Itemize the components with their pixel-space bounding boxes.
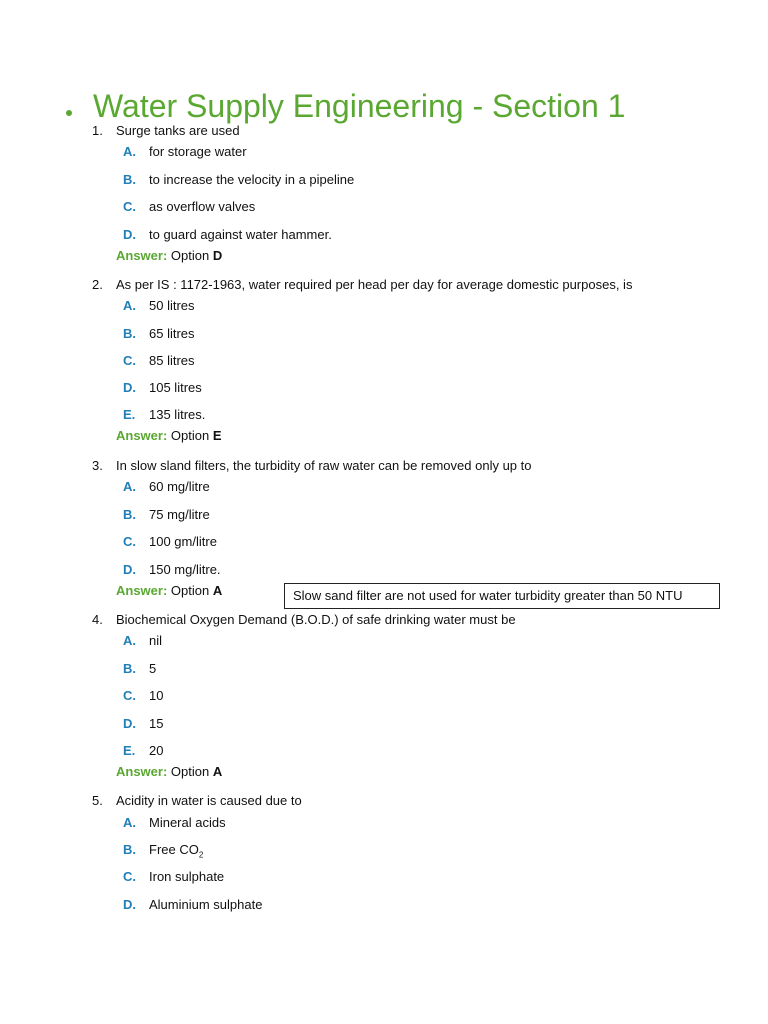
option-text: to guard against water hammer. bbox=[149, 227, 332, 242]
q1-option-a bbox=[123, 144, 247, 160]
option-letter: A. bbox=[123, 815, 136, 830]
option-text: nil bbox=[149, 633, 163, 648]
question-5 bbox=[92, 793, 302, 809]
option-letter: D. bbox=[123, 897, 136, 912]
option-letter: E. bbox=[123, 407, 136, 422]
question-text: As per IS : 1172-1963, water required per head per day for average domestic purposes, is bbox=[116, 277, 633, 292]
q1-option-b bbox=[123, 172, 354, 188]
option-text: for storage water bbox=[149, 144, 247, 159]
option-text: to increase the velocity in a pipeline bbox=[149, 172, 355, 187]
option-text: 15 bbox=[149, 716, 164, 731]
option-text: 105 litres bbox=[149, 380, 202, 395]
option-word: Option bbox=[170, 428, 210, 443]
option-letter: D. bbox=[123, 716, 136, 731]
option-letter: C. bbox=[123, 688, 136, 703]
option-text: Iron sulphate bbox=[149, 869, 225, 884]
option-word: Option bbox=[170, 583, 210, 598]
question-text: In slow sland filters, the turbidity of raw water can be removed only up to bbox=[116, 458, 532, 473]
q2-option-d bbox=[123, 380, 202, 396]
question-number: 1. bbox=[92, 123, 103, 138]
question-text: Surge tanks are used bbox=[116, 123, 240, 138]
option-letter: D. bbox=[123, 380, 136, 395]
question-text: Biochemical Oxygen Demand (B.O.D.) of safe drinking water must be bbox=[116, 612, 516, 627]
answer-letter: A bbox=[212, 764, 223, 779]
q5-option-a bbox=[123, 815, 226, 831]
q4-option-e bbox=[123, 743, 163, 759]
option-text: 150 mg/litre. bbox=[149, 562, 221, 577]
title-bullet-icon bbox=[66, 110, 72, 116]
option-letter: E. bbox=[123, 743, 136, 758]
option-word: Option bbox=[170, 248, 210, 263]
question-2 bbox=[92, 277, 632, 293]
q3-option-a bbox=[123, 479, 210, 495]
q4-answer bbox=[116, 764, 222, 780]
question-number: 4. bbox=[92, 612, 103, 627]
option-text: 65 litres bbox=[149, 326, 195, 341]
question-number: 3. bbox=[92, 458, 103, 473]
option-word: Option bbox=[170, 764, 210, 779]
option-text: 60 mg/litre bbox=[149, 479, 210, 494]
q3-answer bbox=[116, 583, 222, 599]
question-1 bbox=[92, 123, 240, 139]
question-number: 2. bbox=[92, 277, 103, 292]
q2-option-e bbox=[123, 407, 205, 423]
answer-label: Answer: bbox=[116, 428, 168, 443]
option-text: 85 litres bbox=[149, 353, 195, 368]
option-text: 100 gm/litre bbox=[149, 534, 217, 549]
option-text: 135 litres. bbox=[149, 407, 206, 422]
q3-option-b bbox=[123, 507, 210, 523]
option-letter: B. bbox=[123, 326, 136, 341]
q4-option-d bbox=[123, 716, 163, 732]
q2-option-a bbox=[123, 298, 195, 314]
q1-answer bbox=[116, 248, 222, 264]
option-letter: A. bbox=[123, 633, 136, 648]
option-text: Aluminium sulphate bbox=[149, 897, 263, 912]
option-text: 20 bbox=[149, 743, 164, 758]
answer-letter: D bbox=[212, 248, 223, 263]
option-letter: A. bbox=[123, 298, 136, 313]
answer-letter: A bbox=[212, 583, 223, 598]
option-text: as overflow valves bbox=[149, 199, 256, 214]
option-letter: C. bbox=[123, 869, 136, 884]
question-text: Acidity in water is caused due to bbox=[116, 793, 302, 808]
option-letter: D. bbox=[123, 227, 136, 242]
option-text: 75 mg/litre bbox=[149, 507, 210, 522]
question-number: 5. bbox=[92, 793, 103, 808]
q1-option-c bbox=[123, 199, 255, 215]
q2-option-c bbox=[123, 353, 195, 369]
answer-label: Answer: bbox=[116, 764, 168, 779]
q4-option-c bbox=[123, 688, 163, 704]
q1-option-d bbox=[123, 227, 332, 243]
option-letter: B. bbox=[123, 172, 136, 187]
q4-option-a bbox=[123, 633, 162, 649]
question-4 bbox=[92, 612, 516, 628]
page-title: Water Supply Engineering - Section 1 bbox=[93, 88, 626, 124]
q5-option-b bbox=[123, 842, 203, 858]
q3-note-box: Slow sand filter are not used for water turbidity greater than 50 NTU bbox=[284, 583, 720, 609]
answer-letter: E bbox=[212, 428, 222, 443]
option-subscript: 2 bbox=[198, 850, 204, 860]
option-letter: B. bbox=[123, 842, 136, 857]
option-letter: C. bbox=[123, 353, 136, 368]
answer-label: Answer: bbox=[116, 248, 168, 263]
option-letter: A. bbox=[123, 144, 136, 159]
answer-label: Answer: bbox=[116, 583, 168, 598]
option-letter: A. bbox=[123, 479, 136, 494]
q5-option-c bbox=[123, 869, 224, 885]
q4-option-b bbox=[123, 661, 156, 677]
q5-option-d bbox=[123, 897, 262, 913]
q3-option-c bbox=[123, 534, 217, 550]
option-letter: D. bbox=[123, 562, 136, 577]
question-3 bbox=[92, 458, 531, 474]
option-letter: C. bbox=[123, 199, 136, 214]
q3-option-d bbox=[123, 562, 221, 578]
option-text: 50 litres bbox=[149, 298, 195, 313]
option-letter: B. bbox=[123, 661, 136, 676]
option-text: Mineral acids bbox=[149, 815, 226, 830]
option-letter: C. bbox=[123, 534, 136, 549]
option-text: 5 bbox=[149, 661, 157, 676]
option-letter: B. bbox=[123, 507, 136, 522]
option-text: 10 bbox=[149, 688, 164, 703]
option-text: Free CO bbox=[149, 842, 199, 857]
q2-answer bbox=[116, 428, 222, 444]
q2-option-b bbox=[123, 326, 195, 342]
